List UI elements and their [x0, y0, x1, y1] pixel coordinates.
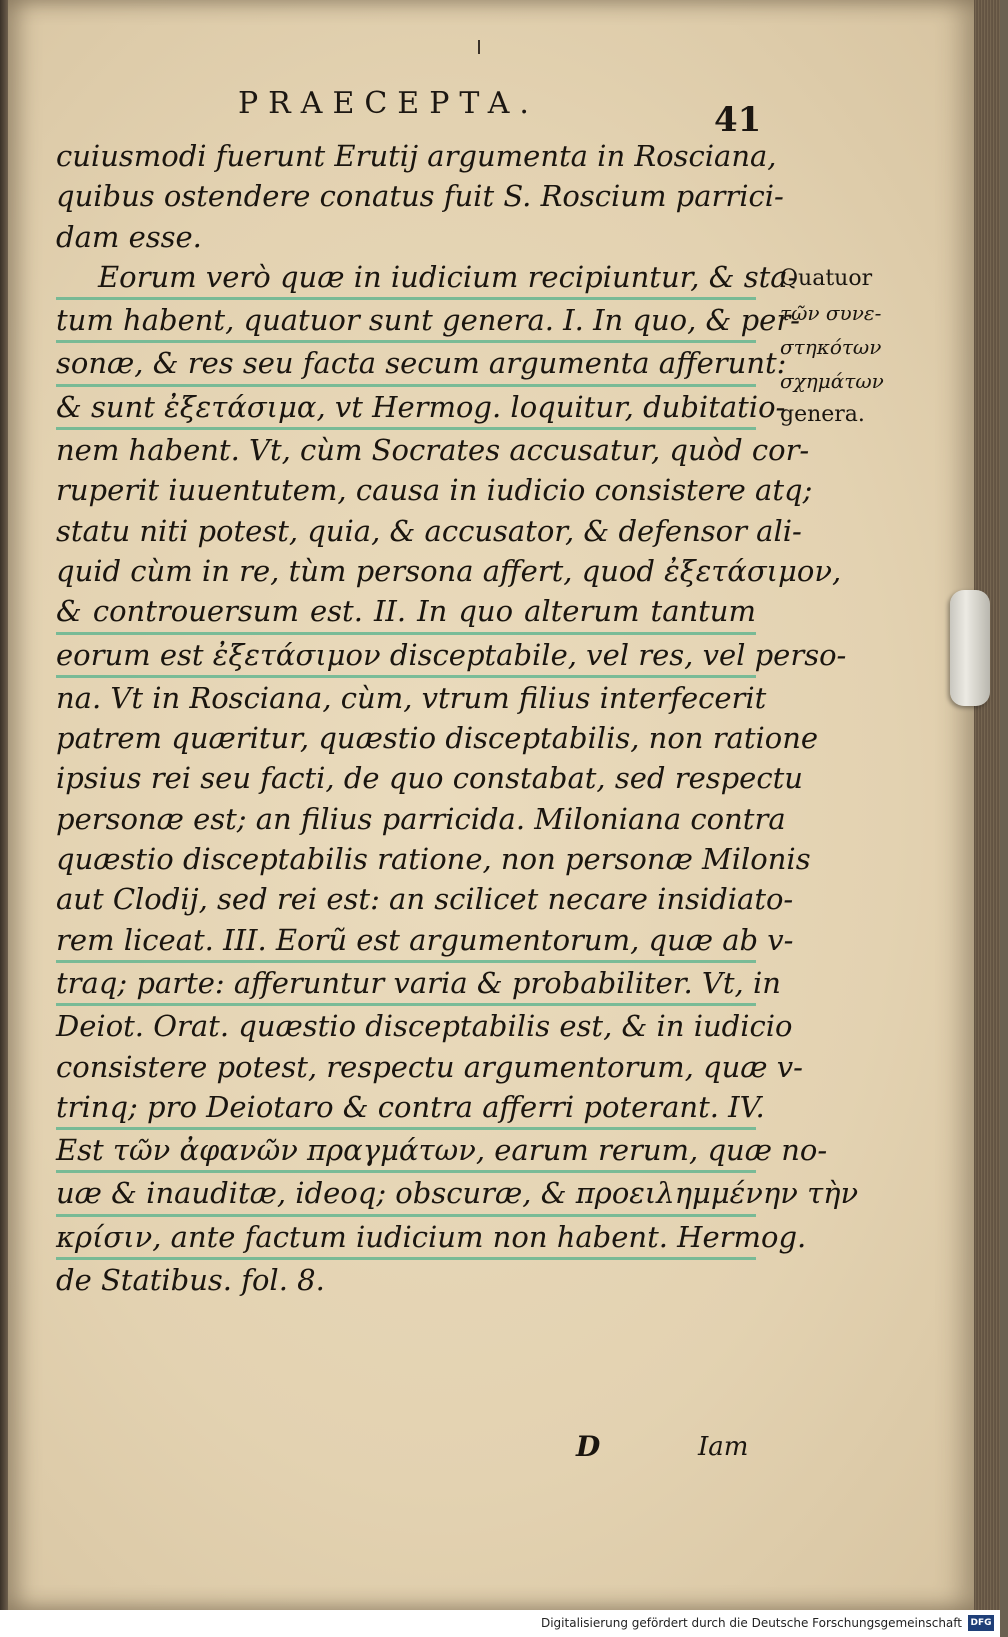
text-line: κρίσιν, ante factum iudicium non habent. Hermog.: [56, 1217, 756, 1260]
text-line: quid cùm in re, tùm persona affert, quod ἐξετάσιμον,: [56, 553, 842, 588]
text-line: quibus ostendere conatus fuit S. Roscium parrici-: [56, 179, 784, 214]
margin-note-line: σχημάτων: [780, 369, 884, 393]
text-line: aut Clodij, sed rei est: an scilicet necare insidiato-: [56, 882, 794, 917]
text-line: nem habent. Vt, cùm Socrates accusatur, quòd cor-: [56, 433, 810, 468]
catchword: Iam: [698, 1432, 749, 1462]
text-line: traq; parte: afferuntur varia & probabiliter. Vt, in: [56, 963, 756, 1006]
page-mark: [478, 40, 480, 54]
signature-mark: D: [576, 1430, 601, 1463]
text-line: patrem quæritur, quæstio disceptabilis, non ratione: [56, 721, 819, 756]
text-line: ipsius rei seu facti, de quo constabat, sed respectu: [56, 761, 803, 796]
margin-note-line: genera.: [780, 402, 865, 427]
text-line: Eorum verò quæ in iudicium recipiuntur, & sta-: [56, 257, 756, 300]
text-line: eorum est ἐξετάσιμον disceptabile, vel res, vel perso-: [56, 635, 756, 678]
text-line: & sunt ἐξετάσιμα, vt Hermog. loquitur, dubitatio-: [56, 387, 756, 430]
margin-note-line: τῶν συνε-: [780, 301, 882, 325]
text-line: & controuersum est. II. In quo alterum tantum: [56, 591, 756, 634]
text-line: consistere potest, respectu argumentorum, quæ v-: [56, 1049, 803, 1084]
text-line: dam esse.: [56, 219, 202, 254]
footer-credit: Digitalisierung gefördert durch die Deutsche Forschungsgemeinschaft: [540, 1616, 962, 1630]
dfg-logo-icon: DFG: [968, 1615, 994, 1631]
book-page: [8, 0, 974, 1610]
text-line: na. Vt in Rosciana, cùm, vtrum filius interfecerit: [56, 680, 767, 715]
footer-bar: [0, 1610, 1000, 1637]
text-line: trinq; pro Deiotaro & contra afferri poterant. IV.: [56, 1087, 756, 1130]
text-line: Deiot. Orat. quæstio disceptabilis est, & in iudicio: [56, 1009, 793, 1044]
text-line: Est τῶν ἀφανῶν πραγμάτων, earum rerum, quæ no-: [56, 1130, 756, 1173]
text-line: sonæ, & res seu facta secum argumenta afferunt:: [56, 343, 756, 386]
text-line: uæ & inauditæ, ideoq; obscuræ, & προειλημμένην τὴν: [56, 1173, 756, 1216]
text-line: rem liceat. III. Eorũ est argumentorum, quæ ab v-: [56, 920, 756, 963]
text-line: de Statibus. fol. 8.: [56, 1263, 325, 1298]
text-line: tum habent, quatuor sunt genera. I. In quo, & per-: [56, 300, 756, 343]
page-edges: [974, 0, 1000, 1610]
page-clip: [950, 590, 990, 706]
margin-note: [780, 262, 930, 432]
text-line: personæ est; an filius parricida. Miloniana contra: [56, 801, 786, 836]
text-line: quæstio disceptabilis ratione, non personæ Milonis: [56, 842, 811, 877]
margin-note-line: Quatuor: [780, 266, 873, 291]
margin-note-line: στηκότων: [780, 335, 882, 359]
text-line: ruperit iuuentutem, causa in iudicio consistere atq;: [56, 473, 813, 508]
running-title: PRAECEPTA.: [238, 86, 539, 121]
text-line: cuiusmodi fuerunt Erutij argumenta in Rosciana,: [56, 139, 777, 173]
page-number: 41: [714, 100, 762, 140]
text-line: statu niti potest, quia, & accusator, & defensor ali-: [56, 513, 802, 548]
